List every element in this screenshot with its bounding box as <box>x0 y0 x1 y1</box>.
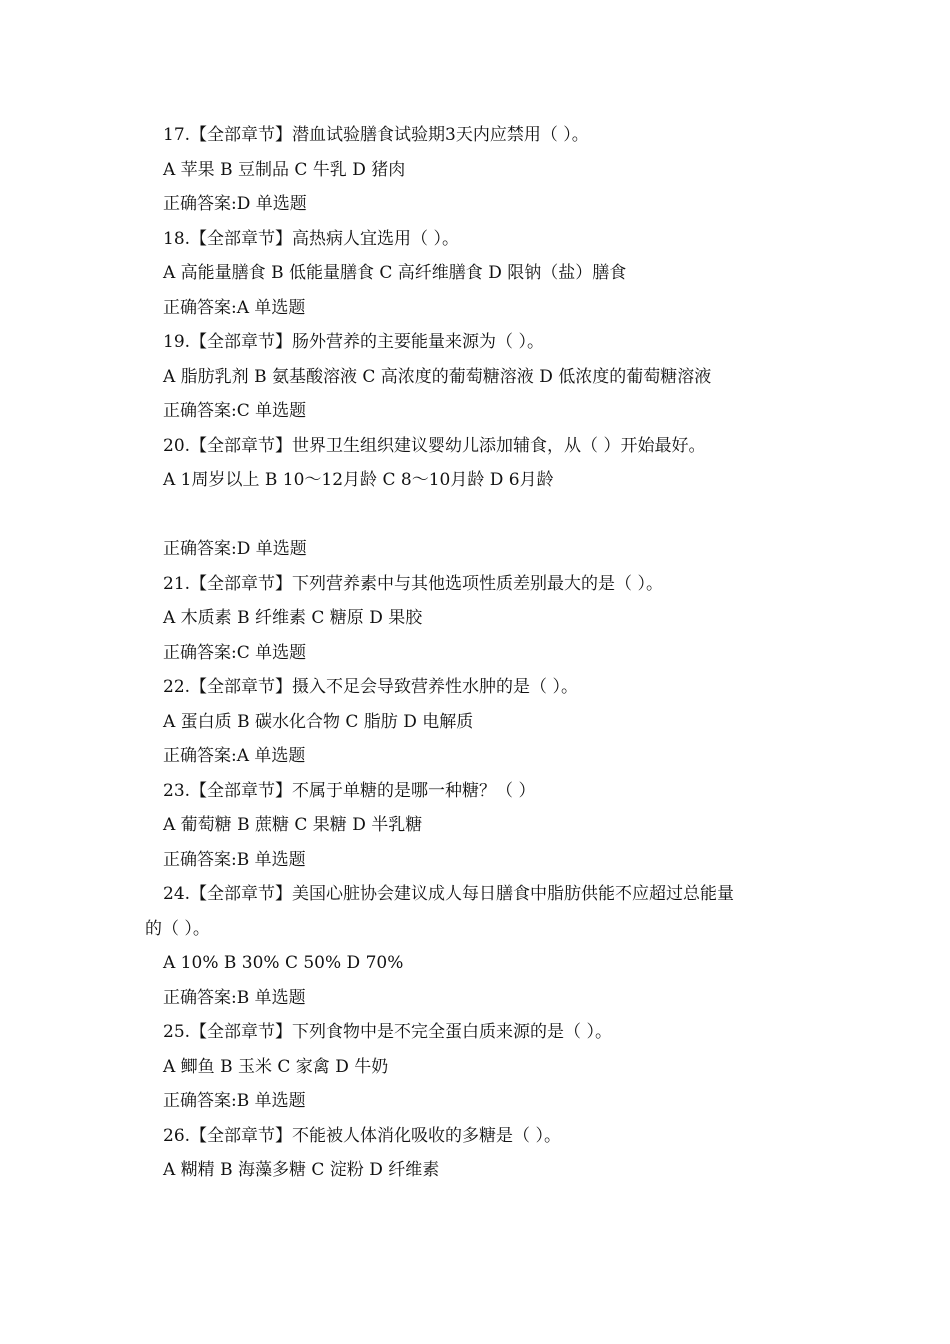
question-22-title: 22.【全部章节】摄入不足会导致营养性水肿的是（ ）。 <box>163 677 578 697</box>
question-25-answer: 正确答案:B 单选题 <box>163 1091 306 1111</box>
question-20-answer: 正确答案:D 单选题 <box>163 539 307 559</box>
question-19-answer: 正确答案:C 单选题 <box>163 401 307 421</box>
question-19-title: 19.【全部章节】肠外营养的主要能量来源为（ ）。 <box>163 332 544 352</box>
question-20-options: A 1周岁以上 B 10～12月龄 C 8～10月龄 D 6月龄 <box>163 470 554 490</box>
question-21-options: A 木质素 B 纤维素 C 糖原 D 果胶 <box>163 608 423 628</box>
question-23-options: A 葡萄糖 B 蔗糖 C 果糖 D 半乳糖 <box>163 815 423 835</box>
question-17-answer: 正确答案:D 单选题 <box>163 194 307 214</box>
question-17-title: 17.【全部章节】潜血试验膳食试验期3天内应禁用（ ）。 <box>163 125 589 145</box>
question-22-options: A 蛋白质 B 碳水化合物 C 脂肪 D 电解质 <box>163 711 474 732</box>
question-18-title: 18.【全部章节】高热病人宜选用（ ）。 <box>163 228 459 249</box>
question-18-answer: 正确答案:A 单选题 <box>163 297 306 318</box>
question-18-options: A 高能量膳食 B 低能量膳食 C 高纤维膳食 D 限钠（盐）膳食 <box>163 263 627 283</box>
question-21-answer: 正确答案:C 单选题 <box>163 642 307 663</box>
question-25-options: A 鲫鱼 B 玉米 C 家禽 D 牛奶 <box>163 1056 389 1077</box>
blank-line <box>0 498 950 533</box>
question-22-answer: 正确答案:A 单选题 <box>163 746 306 766</box>
question-23-title: 23.【全部章节】不属于单糖的是哪一种糖？（ ） <box>163 780 536 801</box>
question-19-options: A 脂肪乳剂 B 氨基酸溶液 C 高浓度的葡萄糖溶液 D 低浓度的葡萄糖溶液 <box>163 366 712 387</box>
question-26-title: 26.【全部章节】不能被人体消化吸收的多糖是（ ）。 <box>163 1125 561 1146</box>
question-24-title: 24.【全部章节】美国心脏协会建议成人每日膳食中脂肪供能不应超过总能量 <box>163 884 735 904</box>
question-21-title: 21.【全部章节】下列营养素中与其他选项性质差别最大的是（ ）。 <box>163 573 663 594</box>
question-24-title-continued: 的（ ）。 <box>145 918 210 939</box>
question-20-title: 20.【全部章节】世界卫生组织建议婴幼儿添加辅食，从（ ）开始最好。 <box>163 435 706 456</box>
question-24-answer: 正确答案:B 单选题 <box>163 987 306 1008</box>
document-page <box>0 118 950 1188</box>
question-23-answer: 正确答案:B 单选题 <box>163 849 306 870</box>
question-24-options: A 10% B 30% C 50% D 70% <box>163 953 404 973</box>
question-17-options: A 苹果 B 豆制品 C 牛乳 D 猪肉 <box>163 159 406 180</box>
question-26-options: A 糊精 B 海藻多糖 C 淀粉 D 纤维素 <box>163 1160 440 1180</box>
question-25-title: 25.【全部章节】下列食物中是不完全蛋白质来源的是（ ）。 <box>163 1022 612 1042</box>
